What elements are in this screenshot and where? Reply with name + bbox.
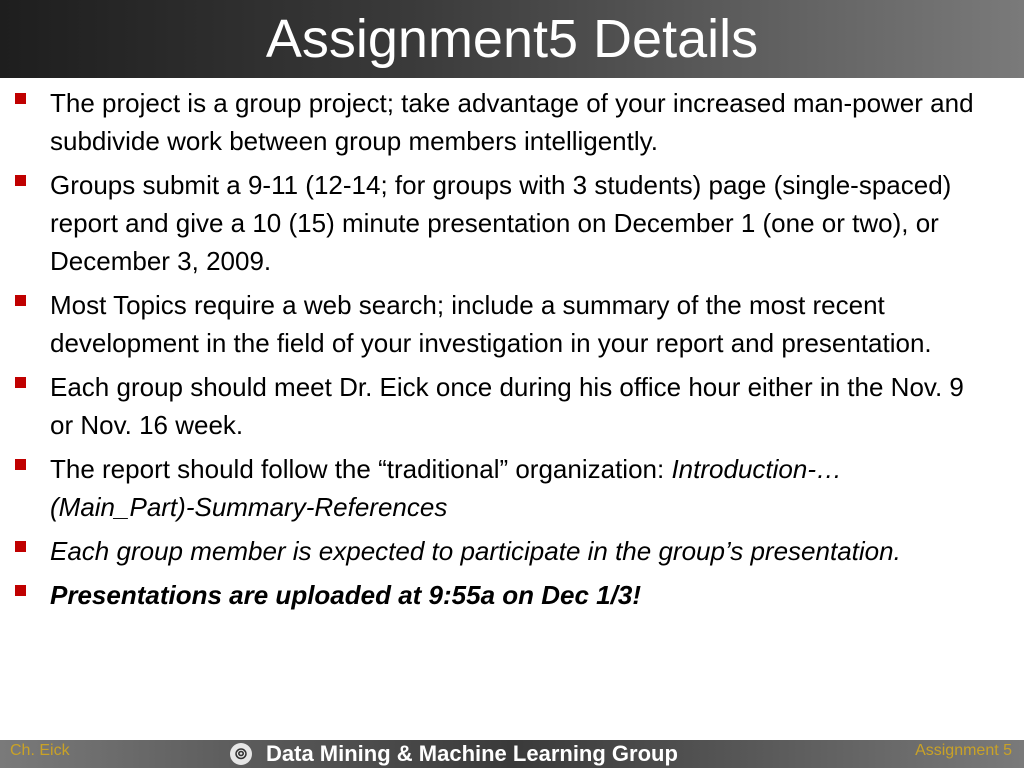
bullet-item bbox=[0, 368, 1024, 444]
square-bullet-icon bbox=[15, 541, 26, 552]
title-bar bbox=[0, 0, 1024, 78]
square-bullet-icon bbox=[15, 93, 26, 104]
bullet-item bbox=[0, 166, 1024, 280]
bullet-text-segment: Most Topics require a web search; include a summary of the most recent development in the field of your investigation in your report and presentation. bbox=[50, 290, 932, 358]
bullet-item bbox=[0, 576, 1024, 614]
bullet-text-segment: Introduction-…(Main_Part)-Summary-References bbox=[50, 454, 842, 522]
bullet-text bbox=[50, 368, 984, 444]
bullet-text-segment: The project is a group project; take advantage of your increased man-power and subdivide work between group members intelligently. bbox=[50, 88, 974, 156]
square-bullet-icon bbox=[15, 295, 26, 306]
swirl-logo-icon: ⦾ bbox=[230, 743, 252, 765]
bullet-text bbox=[50, 286, 984, 362]
bullet-item bbox=[0, 84, 1024, 160]
bullet-item bbox=[0, 450, 1024, 526]
square-bullet-icon bbox=[15, 377, 26, 388]
bullet-text bbox=[50, 166, 984, 280]
bullet-text-segment: Each group should meet Dr. Eick once during his office hour either in the Nov. 9 or Nov. 16 week. bbox=[50, 372, 964, 440]
bullet-item bbox=[0, 286, 1024, 362]
bullet-text bbox=[50, 84, 984, 160]
footer-author: Ch. Eick bbox=[10, 742, 70, 759]
bullet-text bbox=[50, 450, 984, 526]
footer-group-label bbox=[230, 741, 678, 767]
square-bullet-icon bbox=[15, 459, 26, 470]
bullet-item bbox=[0, 532, 1024, 570]
bullet-text-segment: Presentations are uploaded at 9:55a on Dec 1/3! bbox=[50, 580, 641, 610]
bullet-text bbox=[50, 532, 984, 570]
square-bullet-icon bbox=[15, 585, 26, 596]
footer-group-name: Data Mining & Machine Learning Group bbox=[266, 741, 678, 766]
bullet-list bbox=[0, 84, 1024, 620]
footer-bar bbox=[0, 740, 1024, 768]
footer-slide-label: Assignment 5 bbox=[915, 742, 1012, 759]
bullet-text-segment: The report should follow the “traditional” organization: bbox=[50, 454, 672, 484]
square-bullet-icon bbox=[15, 175, 26, 186]
bullet-text bbox=[50, 576, 984, 614]
bullet-text-segment: Each group member is expected to participate in the group’s presentation. bbox=[50, 536, 901, 566]
bullet-text-segment: Groups submit a 9-11 (12-14; for groups with 3 students) page (single-spaced) report and give a 10 (15) minute presentation on December 1 (one or two), or December 3, 2009. bbox=[50, 170, 952, 276]
slide-title: Assignment5 Details bbox=[265, 9, 759, 69]
